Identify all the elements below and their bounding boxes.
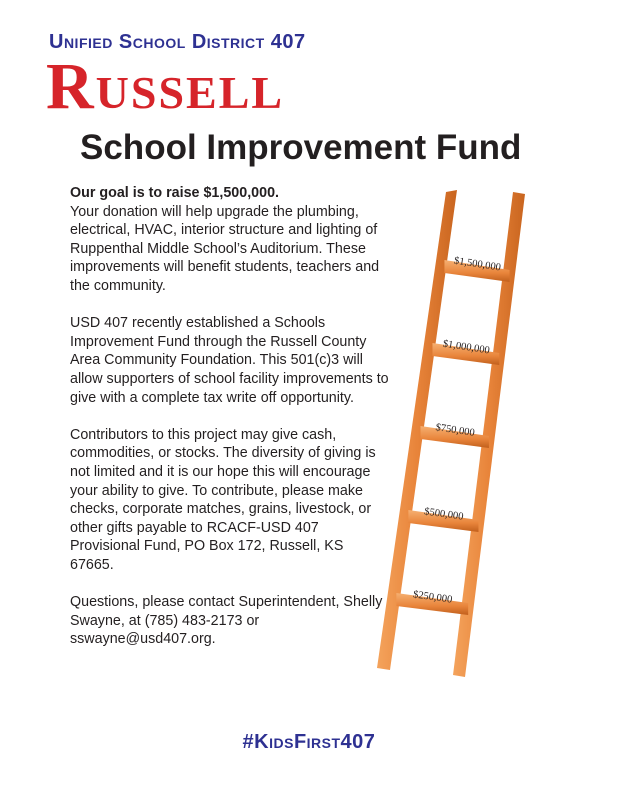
body-text [70, 184, 390, 667]
ladder-rung [444, 256, 509, 282]
ladder-rung [432, 339, 499, 365]
paragraph-fund: USD 407 recently established a Schools Improvement Fund through the Russell County Area Community Foundation. This 501(c)3 will allow supporters of school facility improvements to give with a complete tax write off opportunity. [70, 315, 389, 406]
rung-label: $1,500,000 [453, 255, 502, 274]
paragraph-purpose: Your donation will help upgrade the plumbing, electrical, HVAC, interior structure and lighting of Ruppenthal Middle School’s Auditorium. These improvements will benefit students, teachers and the community. [70, 203, 380, 294]
ladder-illustration [365, 180, 545, 690]
rung-label: $750,000 [434, 422, 476, 439]
fund-title: School Improvement Fund [80, 128, 522, 167]
school-name: Russell [46, 50, 285, 123]
ladder-rung [420, 422, 488, 448]
rung-label: $250,000 [412, 589, 453, 606]
ladder-rung [408, 506, 478, 532]
district-name: Unified School District 407 [49, 31, 306, 53]
paragraph-contribute: Contributors to this project may give cash, commodities, or stocks. The diversity of giving is not limited and it is our hope this will encourage your ability to give. To contribute, please make checks, corporate matches, grains, livestock, or other gifts payable to RCACF-USD 407 Provisional Fund, PO Box 172, Russell, KS 67665. [70, 426, 376, 573]
hashtag: #KidsFirst407 [242, 731, 376, 753]
ladder-rung [396, 589, 468, 615]
paragraph-contact: Questions, please contact Superintendent, Shelly Swayne, at (785) 483-2173 or sswayne@usd407.org. [70, 594, 383, 648]
rung-label: $1,000,000 [442, 338, 491, 357]
rung-label: $500,000 [423, 506, 465, 523]
goal-heading: Our goal is to raise $1,500,000. [70, 185, 280, 201]
